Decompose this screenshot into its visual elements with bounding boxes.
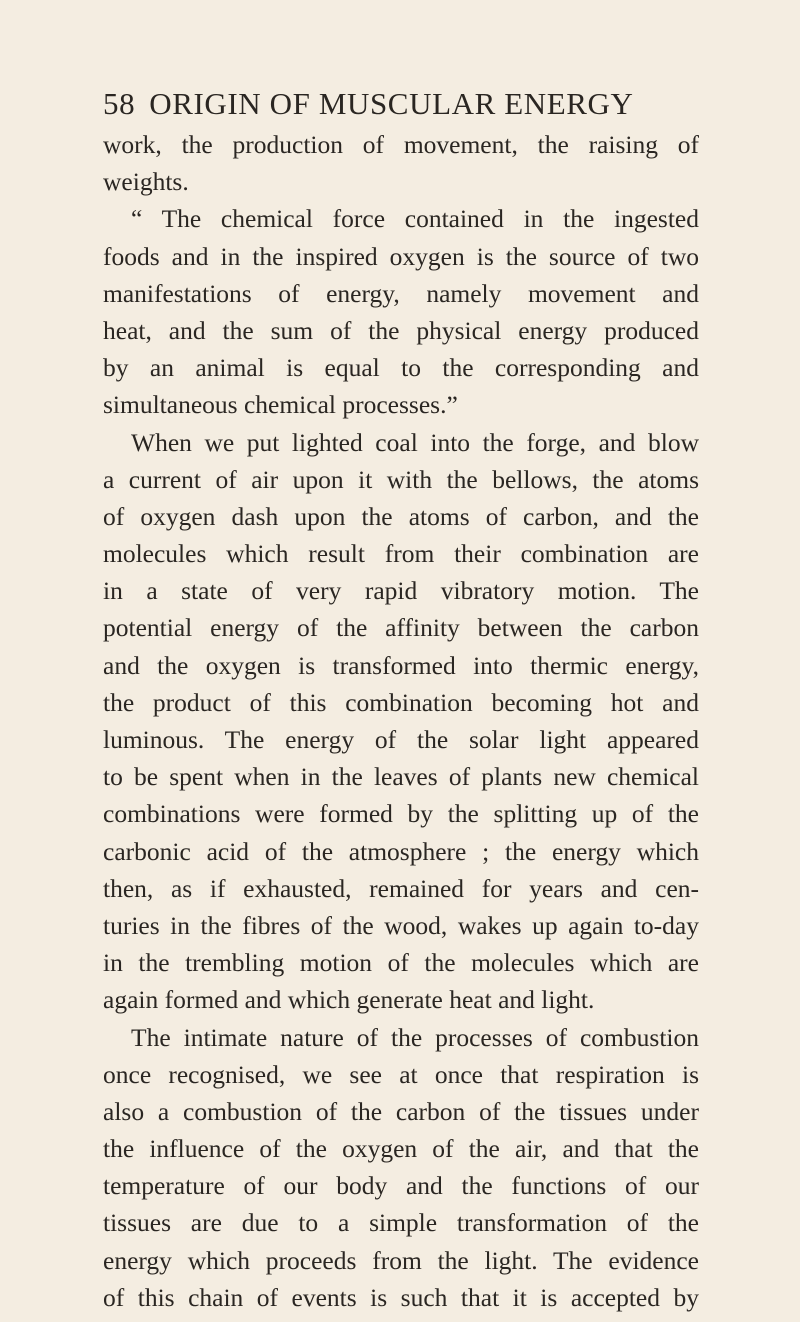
- text-line: weights.: [103, 167, 189, 197]
- text-line: in a state of very rapid vibratory motion. The: [103, 576, 699, 606]
- text-line: When we put lighted coal into the forge, and blow: [131, 427, 699, 457]
- text-line: in the trembling motion of the molecules which are: [103, 948, 699, 978]
- text-line: work, the production of movement, the raising of: [103, 130, 699, 159]
- text-line: The intimate nature of the processes of combustion: [131, 1022, 699, 1052]
- text-line: also a combustion of the carbon of the tissues under: [103, 1096, 699, 1126]
- text-line: energy which proceeds from the light. The evidence: [103, 1245, 699, 1275]
- text-line: manifestations of energy, namely movement and: [103, 278, 699, 308]
- text-line: simultaneous chemical processes.”: [103, 390, 458, 420]
- text-line: temperature of our body and the functions of our: [103, 1171, 699, 1201]
- text-line: luminous. The energy of the solar light appeared: [103, 725, 699, 754]
- text-line: of oxygen dash upon the atoms of carbon, and the: [103, 501, 699, 531]
- text-line: tissues are due to a simple transformation of the: [103, 1208, 699, 1238]
- text-line: again formed and which generate heat and light.: [103, 985, 595, 1015]
- body-text: [103, 126, 699, 1316]
- text-line: carbonic acid of the atmosphere ; the energy which: [103, 836, 699, 866]
- text-line: the product of this combination becoming hot and: [103, 687, 699, 717]
- text-line: potential energy of the affinity between the carbon: [103, 613, 699, 643]
- text-line: the influence of the oxygen of the air, and that the: [103, 1134, 699, 1164]
- text-line: foods and in the inspired oxygen is the source of two: [103, 241, 699, 271]
- running-title: ORIGIN OF MUSCULAR ENERGY: [149, 86, 634, 121]
- text-line: molecules which result from their combination are: [103, 539, 699, 569]
- text-line: turies in the fibres of the wood, wakes up again to-day: [103, 910, 699, 940]
- running-header: [103, 86, 703, 122]
- page-number: 58: [103, 86, 136, 121]
- text-line: then, as if exhausted, remained for years and cen-: [103, 873, 699, 903]
- text-line: by an animal is equal to the corresponding and: [103, 353, 699, 383]
- text-line: of this chain of events is such that it is accepted by: [103, 1282, 699, 1312]
- text-line: heat, and the sum of the physical energy produced: [103, 315, 699, 345]
- text-line: a current of air upon it with the bellows, the atoms: [103, 464, 699, 494]
- text-line: “ The chemical force contained in the ingested: [131, 204, 699, 234]
- text-line: combinations were formed by the splitting up of the: [103, 799, 699, 829]
- text-line: once recognised, we see at once that respiration is: [103, 1059, 699, 1089]
- text-line: and the oxygen is transformed into thermic energy,: [103, 650, 699, 680]
- text-line: to be spent when in the leaves of plants new chemical: [103, 762, 699, 792]
